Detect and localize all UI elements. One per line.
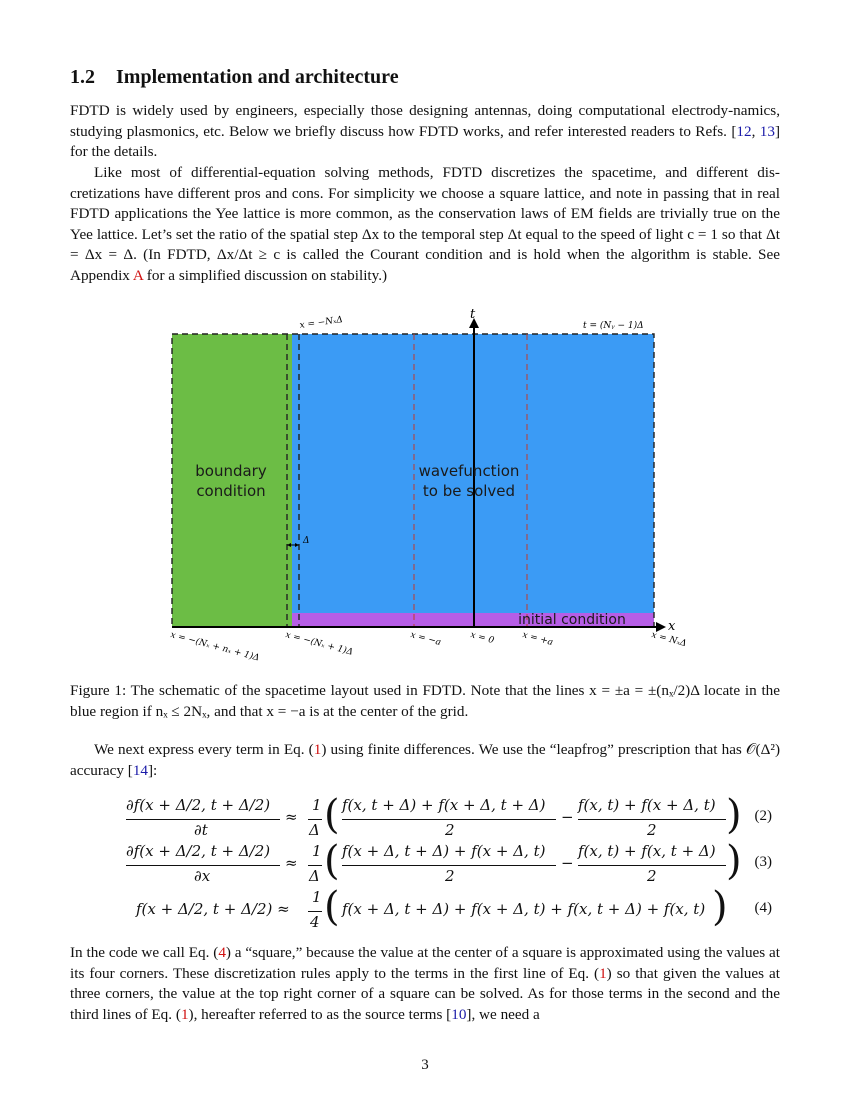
equation-number: (3) (754, 854, 772, 870)
equation-link[interactable]: 1 (599, 964, 607, 982)
equation-2: ∂f(x + Δ/2, t + Δ/2) ∂t ≈ 1 Δ ( f(x, t + Δ) + f(x + Δ, t + Δ) 2 − f(x, t) + f(x + Δ, t) 2 ) (2) (126, 792, 772, 839)
paragraph-leapfrog-mid: ) using finite differences. We use the “leapfrog” prescription that has 𝒪(Δ²) accuracy [ (70, 741, 780, 779)
eq-term-b: f(x, t) + f(x, t + Δ) (578, 842, 716, 860)
bottom-label: x = +a (521, 630, 554, 648)
eq-lhs-num: ∂f(x + Δ/2, t + Δ/2) (126, 796, 271, 814)
eq-den: 2 (445, 821, 455, 839)
eq-four: 4 (310, 913, 320, 931)
paragraph-intro-text: FDTD is widely used by engineers, especially those designing antennas, doing computational electrody-namics, studying plasmonics, etc. Below we briefly discuss how FDTD works, and refer interested readers to Refs. (70, 102, 780, 140)
bottom-label: x = −a (409, 630, 442, 648)
wavefunction-label: wavefunction (418, 462, 520, 480)
citation-link[interactable]: 12 (736, 122, 752, 140)
eq-minus: − (561, 854, 574, 872)
boundary-label: boundary (195, 462, 267, 480)
initial-condition-label: initial condition (518, 612, 626, 628)
boundary-region (172, 334, 292, 627)
eq-lhs-num: ∂f(x + Δ/2, t + Δ/2) (126, 842, 271, 860)
paragraph-intro: FDTD is widely used by engineers, especially those designing antennas, doing computational electrody-namics, studying plasmonics, etc. Below we briefly discuss how FDTD works, and refer interested readers to Refs. [12, 13] for the details. (70, 102, 780, 161)
eq-den: 2 (445, 867, 455, 885)
eq-one: 1 (312, 796, 322, 814)
paragraph-intro-tail: ] for the details. (70, 122, 780, 161)
paragraph-discretization (70, 163, 780, 287)
boundary-label: condition (196, 482, 266, 500)
citation-link[interactable]: 10 (451, 1005, 467, 1023)
delta-label: Δ (303, 536, 310, 546)
eq-den: 2 (647, 867, 657, 885)
paragraph-discretization-tail: for a simplified discussion on stability.) (143, 266, 388, 284)
eq-lhs-den: ∂x (194, 867, 211, 885)
eq-lhs-den: ∂t (194, 821, 208, 839)
spacetime-figure (0, 300, 850, 680)
top-left-label: x = −NₓΔ (299, 315, 344, 331)
paragraph-square-text: In the code we call Eq. ( (70, 944, 219, 961)
equation-3: ∂f(x + Δ/2, t + Δ/2) ∂x ≈ 1 Δ ( f(x + Δ, t + Δ) + f(x + Δ, t) 2 − f(x, t) + f(x, t + Δ) 2 ) (3) (126, 838, 772, 885)
section-heading (70, 66, 399, 89)
paragraph-leapfrog (70, 740, 780, 781)
bottom-label: x = NₓΔ (650, 630, 688, 650)
equation-4: f(x + Δ/2, t + Δ/2) ≈ 1 4 ( f(x + Δ, t + Δ) + f(x + Δ, t) + f(x, t + Δ) + f(x, t) ) (4) (136, 884, 772, 931)
eq-term-b: f(x, t) + f(x + Δ, t) (578, 796, 716, 814)
figure-caption: Figure 1: The schematic of the spacetime layout used in FDTD. Note that the lines x = ±a = ±(nₓ/2)Δ locate in the blue region if nₓ ≤ 2Nₓ, and that x = −a is at the center of the grid. (70, 682, 780, 720)
citation-sep: , (751, 122, 760, 140)
bottom-label: x = −(Nₓ + nₓ + 1)Δ (169, 630, 261, 664)
equation-link[interactable]: 4 (218, 944, 226, 961)
bottom-label: x = −(Nₓ + 1)Δ (284, 630, 354, 658)
paragraph-square-text: ], we need a (466, 1005, 540, 1023)
section-number: 1.2 (70, 66, 95, 88)
paragraph-leapfrog-text: We next express every term in Eq. ( (94, 741, 314, 758)
eq-one: 1 (312, 888, 322, 906)
bottom-label: x = 0 (469, 630, 496, 647)
wavefunction-label: to be solved (422, 482, 516, 500)
citation-link[interactable]: 14 (132, 761, 148, 779)
eq-minus: − (561, 808, 574, 826)
equation-link[interactable]: 1 (180, 1005, 189, 1023)
eq-delta: Δ (309, 821, 320, 839)
equation-number: (2) (754, 808, 772, 824)
eq-approx: ≈ (285, 808, 298, 826)
eq-approx: ≈ (285, 854, 298, 872)
paragraph-leapfrog-tail: ]: (148, 761, 158, 779)
appendix-link[interactable]: A (132, 266, 143, 284)
t-axis-label: t (470, 307, 476, 322)
paragraph-square-text: ) so that given the values at three corners, the value at the top right corner of a square can be solved. As for those terms in the second and the third lines of Eq. ( (70, 964, 780, 1023)
section-title: Implementation and architecture (116, 66, 399, 88)
paragraph-square-text: ) a “square,” because the value at the center of a square is approximated using the values at its four corners. These discretization rules apply to the terms in the first line of Eq. ( (70, 944, 780, 982)
paragraph-square (70, 943, 780, 1025)
equation-number: (4) (754, 900, 772, 916)
eq-den: 2 (647, 821, 657, 839)
x-axis-label: x (668, 619, 676, 634)
eq-term-a: f(x + Δ, t + Δ) + f(x + Δ, t) (342, 842, 546, 860)
eq-delta: Δ (309, 867, 320, 885)
paragraph-discretization-text: Like most of differential-equation solving methods, FDTD discretizes the spacetime, and different dis-cretizations have different pros and cons. For simplicity we choose a square lattice, and note in passing that in real FDTD applications the Yee lattice is more common, as the conservation laws of EM fields are trivially true on the Yee lattice. Let’s set the ratio of the spatial step Δx to the temporal step Δt equal to the speed of light c = 1 so that Δt = Δx = Δ. (In FDTD, Δx/Δt ≥ c is called the Courant condition and is hold when the algorithm is stable. See Appendix (70, 164, 780, 284)
page-number: 3 (421, 1057, 429, 1073)
eq-body: f(x + Δ, t + Δ) + f(x + Δ, t) + f(x, t + Δ) + f(x, t) (342, 900, 706, 918)
citation-link[interactable]: 13 (759, 122, 775, 140)
top-right-label: t = (Nᵧ − 1)Δ (583, 321, 644, 331)
equation-link[interactable]: 1 (313, 741, 322, 758)
paragraph-square-text: ), hereafter referred to as the source terms [ (188, 1005, 452, 1023)
eq-one: 1 (312, 842, 322, 860)
eq-lhs: f(x + Δ/2, t + Δ/2) ≈ (136, 900, 290, 918)
eq-term-a: f(x, t + Δ) + f(x + Δ, t + Δ) (342, 796, 546, 814)
